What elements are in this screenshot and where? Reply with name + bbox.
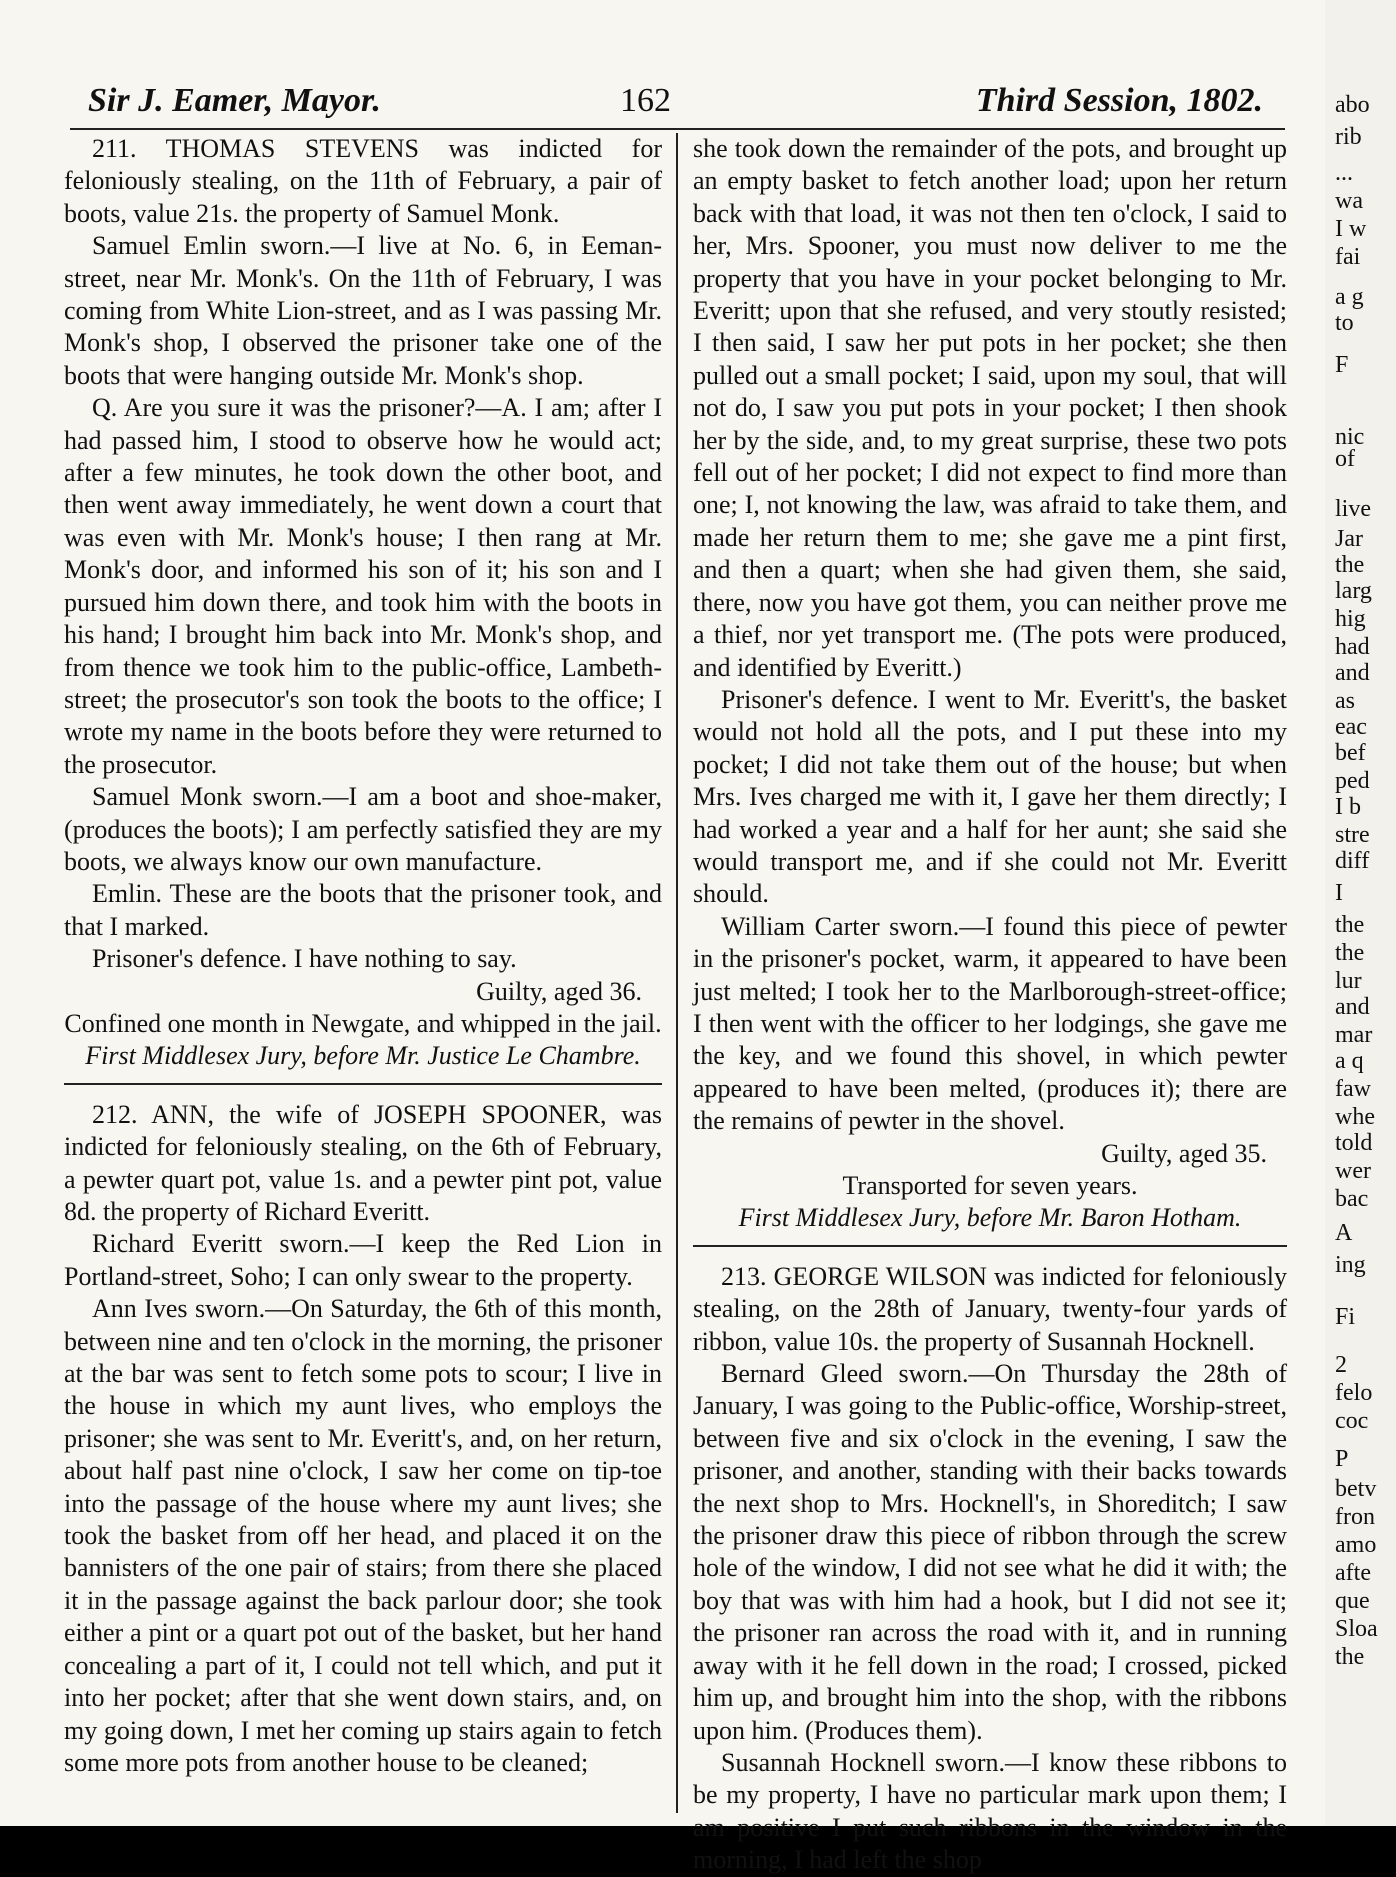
header-mayor: Sir J. Eamer, Mayor. [88,82,381,119]
adjacent-page-fragment: mar [1335,1022,1373,1048]
adjacent-page-fragment: and [1335,660,1370,686]
adjacent-page-fragment: wa [1335,188,1363,214]
adjacent-page-fragment: Jar [1335,526,1363,552]
adjacent-page-fragment: bef [1335,740,1366,766]
adjacent-page-fragment: as [1335,688,1355,714]
adjacent-page-fragment: had [1335,634,1370,660]
verdict: Guilty, aged 35. [1101,1138,1267,1168]
adjacent-page-fragment: the [1335,1644,1365,1670]
adjacent-page-fragment: whe [1335,1104,1375,1130]
verdict: Guilty, aged 36. [476,976,642,1006]
paragraph: Susannah Hocknell sworn.—I know these ribbons to be my property, I have no particular mark upon them; I am positive I put such ribbons in the window in the morning, I had left the shop [693,1747,1287,1875]
adjacent-page-fragment: abo [1335,92,1370,118]
adjacent-page-fragment: betv [1335,1476,1377,1502]
paragraph: Q. Are you sure it was the prisoner?—A. I am; after I had passed him, I stood to observe how he would act; after a few minutes, he took down the other boot, and then went away immediately, he went down a court that was even with Mr. Monk's house; I then rang at Mr. Monk's door, and informed his son of it; his son and I pursued him down there, and took him with the boots in his hand; I brought him back into Mr. Monk's shop, and from thence we took him to the public-office, Lambeth-street; the prosecutor's son took the boots to the office; I wrote my name in the boots before they were returned to the prosecutor. [64,393,662,779]
adjacent-page-fragment: coc [1335,1408,1369,1434]
section-rule [693,1245,1287,1247]
paragraph-continued: she took down the remainder of the pots, and brought up an empty basket to fetch another load; upon her return back with that load, it was not then ten o'clock, I said to her, Mrs. Spooner, you must now deliver to me the property that you have in your pocket belonging to Mr. Everitt; upon that she refused, and very stoutly resisted; I then said, I saw her put pots in her pocket; she then pulled out a small pocket; I said, upon my soul, that will not do, I saw you put pots in your pocket; I then shook her by the side, and, to my great surprise, these two pots fell out of her pocket; I did not expect to find more than one; I, not knowing the law, was afraid to take them, and made her return them to me; she gave me a pint first, and then a quart; when she had given them, she said, there, now you have got them, you can neither prove me a thief, nor yet transport me. (The pots were produced, and identified by Everitt.) [693,134,1287,682]
adjacent-page-fragment: I b [1335,794,1361,820]
adjacent-page-fragment: rib [1335,124,1362,150]
paragraph: Samuel Monk sworn.—I am a boot and shoe-maker, (produces the boots); I am perfectly satisfied they are my boots, we always know our own manufacture. [64,782,662,876]
paragraph: Ann Ives sworn.—On Saturday, the 6th of this month, between nine and ten o'clock in the morning, the prisoner at the bar was sent to fetch some pots to scour; I live in the house in which my aunt lives, who employs the prisoner; she was sent to Mr. Everitt's, and, on her return, about half past nine o'clock, I saw her come on tip-toe into the passage of the house where my aunt lives; she took the basket from off her head, and placed it on the bannisters of the one pair of stairs; from there she placed it in the passage against the back parlour door; she took either a pint or a quart pot out of the basket, but her hand concealing a part of it, I could not tell which, and put it into her pocket; after that she went down stairs, and, on my going down, I met her coming up stairs again to fetch some more pots from another house to be cleaned; [64,1294,662,1777]
adjacent-page-fragment: ped [1335,768,1370,794]
paragraph: Richard Everitt sworn.—I keep the Red Lion in Portland-street, Soho; I can only swear to the property. [64,1229,662,1291]
header-rule [70,128,1285,130]
left-column [64,133,662,1813]
adjacent-page-fragment: fron [1335,1504,1375,1530]
jury-line: First Middlesex Jury, before Mr. Justice Le Chambre. [85,1041,641,1071]
adjacent-page-fragment: a q [1335,1048,1364,1074]
adjacent-page-fragment: a g [1335,284,1364,310]
paragraph: 212. ANN, the wife of JOSEPH SPOONER, was indicted for feloniously stealing, on the 6th of February, a pewter quart pot, value 1s. and a pewter pint pot, value 8d. the property of Richard Everitt. [64,1099,662,1226]
adjacent-page-fragment: Sloa [1335,1616,1378,1642]
adjacent-page-fragment: F [1335,352,1349,378]
right-column [693,133,1287,1875]
adjacent-page-fragment: felo [1335,1380,1373,1406]
adjacent-page-fragment: the [1335,940,1365,966]
adjacent-page-fragment: A [1335,1220,1353,1246]
adjacent-page-fragment: bac [1335,1186,1369,1212]
sentence: Transported for seven years. [842,1171,1138,1200]
page-header [88,82,1263,128]
adjacent-page-fragment: larg [1335,578,1372,604]
adjacent-page-fragment: live [1335,496,1371,522]
adjacent-page-fragment: of [1335,446,1355,472]
paragraph: Samuel Emlin sworn.—I live at No. 6, in Eeman-street, near Mr. Monk's. On the 11th of February, I was coming from White Lion-street, and as I was passing Mr. Monk's shop, I observed the prisoner take one of the boots that were hanging outside Mr. Monk's shop. [64,231,662,390]
paragraph: Bernard Gleed sworn.—On Thursday the 28th of January, I was going to the Public-office, Worship-street, between five and six o'clock in the evening, I saw the prisoner, and another, standing with their backs towards the next shop to Mrs. Hocknell's, in Shoreditch; I saw the prisoner draw this piece of ribbon through the screw hole of the window, I did not see what he did it with; the boy that was with him had a hook, but I did not see it; the prisoner ran across the road with it, and in running away with it he fell down in the road; I crossed, picked him up, and brought him into the shop, with the ribbons upon him. (Produces them). [693,1359,1287,1745]
adjacent-page-fragment: afte [1335,1560,1371,1586]
adjacent-page-fragment: ... [1335,160,1353,186]
adjacent-page-fragment: the [1335,552,1365,578]
adjacent-page-fragment: stre [1335,822,1370,848]
adjacent-page-fragment: 2 [1335,1352,1347,1378]
paragraph: 211. THOMAS STEVENS was indicted for feloniously stealing, on the 11th of February, a pair of boots, value 21s. the property of Samuel Monk. [64,134,662,228]
page-number: 162 [620,82,671,119]
jury-line: First Middlesex Jury, before Mr. Baron Hotham. [738,1203,1242,1233]
paragraph: William Carter sworn.—I found this piece of pewter in the prisoner's pocket, warm, it appeared to have been just melted; I took her to the Marlborough-street-office; I then went with the officer to her lodgings, she gave me the key, and we found this shovel, in which pewter appeared to have been melted, (produces it); there are the remains of pewter in the shovel. [693,911,1287,1136]
header-session: Third Session, 1802. [975,82,1263,119]
paragraph: Emlin. These are the boots that the prisoner took, and that I marked. [64,879,662,941]
adjacent-page-fragment: I w [1335,216,1367,242]
adjacent-page-fragment: amo [1335,1532,1377,1558]
paragraph: Prisoner's defence. I went to Mr. Everitt's, the basket would not hold all the pots, and I put these into my pocket; I did not take them out of the house; but when Mrs. Ives charged me with it, I gave her them directly; I had worked a year and a half for her aunt; she said she would transport me, and if she could not Mr. Everitt should. [693,684,1287,909]
adjacent-page-fragment: ing [1335,1252,1366,1278]
adjacent-page-fragment: lur [1335,968,1362,994]
adjacent-page-fragment: to [1335,310,1354,336]
adjacent-page-strip [1325,0,1396,1826]
adjacent-page-fragment: diff [1335,848,1370,874]
paragraph: Prisoner's defence. I have nothing to say. [92,944,517,974]
adjacent-page-fragment: hig [1335,606,1366,632]
adjacent-page-fragment: the [1335,912,1365,938]
adjacent-page-fragment: fai [1335,244,1361,270]
adjacent-page-fragment: que [1335,1588,1370,1614]
adjacent-page-fragment: told [1335,1130,1373,1156]
adjacent-page-fragment: P [1335,1446,1349,1472]
adjacent-page-fragment: and [1335,994,1370,1020]
adjacent-page-fragment: nic [1335,424,1365,450]
column-divider [676,133,678,1813]
section-rule [64,1083,662,1085]
adjacent-page-fragment: Fi [1335,1304,1356,1330]
adjacent-page-fragment: eac [1335,714,1367,740]
adjacent-page-fragment: I [1335,880,1343,906]
paragraph: 213. GEORGE WILSON was indicted for feloniously stealing, on the 28th of January, twenty-four yards of ribbon, value 10s. the property of Susannah Hocknell. [693,1261,1287,1356]
sentence: Confined one month in Newgate, and whipped in the jail. [64,1008,662,1038]
adjacent-page-fragment: faw [1335,1076,1371,1102]
adjacent-page-fragment: wer [1335,1158,1371,1184]
